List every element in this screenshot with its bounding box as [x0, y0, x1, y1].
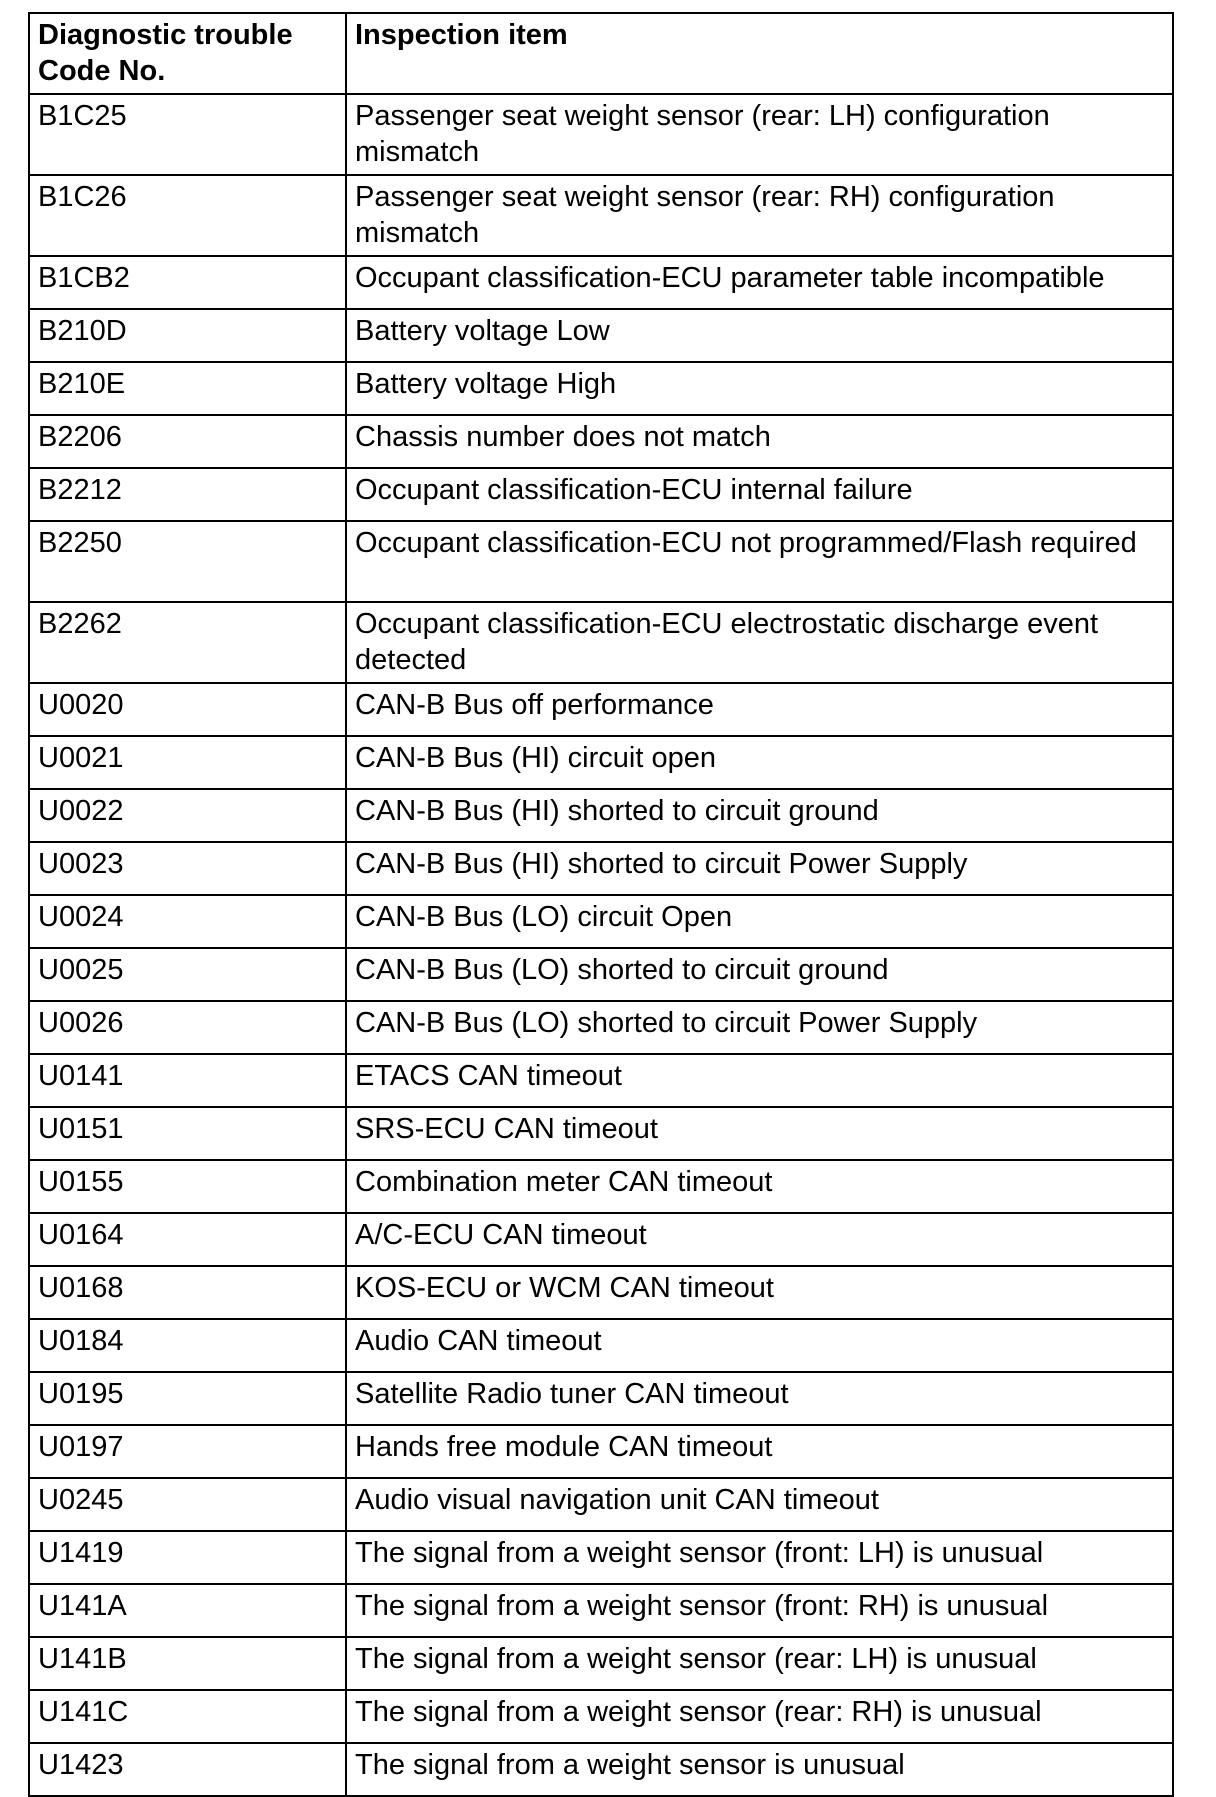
dtc-code-cell: U141B	[29, 1637, 346, 1690]
table-row	[29, 895, 1173, 948]
table-row	[29, 309, 1173, 362]
table-row	[29, 1107, 1173, 1160]
dtc-code-cell: U0164	[29, 1213, 346, 1266]
inspection-item-cell: Audio visual navigation unit CAN timeout	[346, 1478, 1173, 1531]
inspection-item-cell: The signal from a weight sensor (rear: RH) is unusual	[346, 1690, 1173, 1743]
table-row	[29, 1266, 1173, 1319]
table-row	[29, 683, 1173, 736]
inspection-item-cell: CAN-B Bus (LO) shorted to circuit ground	[346, 948, 1173, 1001]
table-row	[29, 1743, 1173, 1796]
table-row	[29, 415, 1173, 468]
dtc-code-cell: B210D	[29, 309, 346, 362]
dtc-code-cell: B1C26	[29, 175, 346, 256]
dtc-code-cell: B2206	[29, 415, 346, 468]
inspection-item-cell: Combination meter CAN timeout	[346, 1160, 1173, 1213]
inspection-item-cell: KOS-ECU or WCM CAN timeout	[346, 1266, 1173, 1319]
table-row	[29, 1054, 1173, 1107]
table-row	[29, 602, 1173, 683]
dtc-code-cell: U0021	[29, 736, 346, 789]
table-row	[29, 1001, 1173, 1054]
header-code: Diagnostic trouble Code No.	[29, 13, 346, 94]
inspection-item-cell: Satellite Radio tuner CAN timeout	[346, 1372, 1173, 1425]
table-row	[29, 1690, 1173, 1743]
dtc-code-cell: U0151	[29, 1107, 346, 1160]
inspection-item-cell: Passenger seat weight sensor (rear: LH) configuration mismatch	[346, 94, 1173, 175]
inspection-item-cell: CAN-B Bus (HI) shorted to circuit ground	[346, 789, 1173, 842]
dtc-code-cell: B2262	[29, 602, 346, 683]
dtc-code-cell: U0026	[29, 1001, 346, 1054]
inspection-item-cell: Chassis number does not match	[346, 415, 1173, 468]
dtc-code-cell: U0197	[29, 1425, 346, 1478]
dtc-table	[28, 12, 1174, 1797]
dtc-code-cell: U0245	[29, 1478, 346, 1531]
dtc-code-cell: U0141	[29, 1054, 346, 1107]
dtc-code-cell: U141C	[29, 1690, 346, 1743]
dtc-code-cell: B2250	[29, 521, 346, 602]
table-row	[29, 1213, 1173, 1266]
dtc-code-cell: U0025	[29, 948, 346, 1001]
inspection-item-cell: The signal from a weight sensor (rear: LH) is unusual	[346, 1637, 1173, 1690]
table-row	[29, 175, 1173, 256]
inspection-item-cell: CAN-B Bus (HI) circuit open	[346, 736, 1173, 789]
dtc-code-cell: U0022	[29, 789, 346, 842]
inspection-item-cell: Occupant classification-ECU not programmed/Flash required	[346, 521, 1173, 602]
dtc-code-cell: U0024	[29, 895, 346, 948]
dtc-code-cell: U0168	[29, 1266, 346, 1319]
inspection-item-cell: CAN-B Bus (LO) circuit Open	[346, 895, 1173, 948]
dtc-code-cell: U0195	[29, 1372, 346, 1425]
inspection-item-cell: Audio CAN timeout	[346, 1319, 1173, 1372]
table-row	[29, 521, 1173, 602]
inspection-item-cell: ETACS CAN timeout	[346, 1054, 1173, 1107]
inspection-item-cell: Occupant classification-ECU internal failure	[346, 468, 1173, 521]
dtc-code-cell: U141A	[29, 1584, 346, 1637]
inspection-item-cell: The signal from a weight sensor (front: RH) is unusual	[346, 1584, 1173, 1637]
table-row	[29, 94, 1173, 175]
dtc-code-cell: U0184	[29, 1319, 346, 1372]
table-row	[29, 842, 1173, 895]
inspection-item-cell: SRS-ECU CAN timeout	[346, 1107, 1173, 1160]
inspection-item-cell: The signal from a weight sensor is unusual	[346, 1743, 1173, 1796]
inspection-item-cell: Battery voltage High	[346, 362, 1173, 415]
inspection-item-cell: Occupant classification-ECU parameter table incompatible	[346, 256, 1173, 309]
table-row	[29, 1372, 1173, 1425]
table-row	[29, 948, 1173, 1001]
table-row	[29, 1425, 1173, 1478]
header-inspection-item: Inspection item	[346, 13, 1173, 94]
table-body	[29, 94, 1173, 1796]
dtc-code-cell: U0155	[29, 1160, 346, 1213]
inspection-item-cell: Hands free module CAN timeout	[346, 1425, 1173, 1478]
table-row	[29, 1478, 1173, 1531]
table-row	[29, 789, 1173, 842]
dtc-code-cell: B2212	[29, 468, 346, 521]
inspection-item-cell: CAN-B Bus (HI) shorted to circuit Power Supply	[346, 842, 1173, 895]
table-row	[29, 362, 1173, 415]
dtc-code-cell: U1419	[29, 1531, 346, 1584]
table-row	[29, 1319, 1173, 1372]
inspection-item-cell: Passenger seat weight sensor (rear: RH) configuration mismatch	[346, 175, 1173, 256]
inspection-item-cell: Battery voltage Low	[346, 309, 1173, 362]
dtc-code-cell: U1423	[29, 1743, 346, 1796]
table-row	[29, 1584, 1173, 1637]
table-row	[29, 1531, 1173, 1584]
table-header-row	[29, 13, 1173, 94]
dtc-code-cell: B1C25	[29, 94, 346, 175]
table-row	[29, 1637, 1173, 1690]
dtc-code-cell: B1CB2	[29, 256, 346, 309]
inspection-item-cell: A/C-ECU CAN timeout	[346, 1213, 1173, 1266]
inspection-item-cell: Occupant classification-ECU electrostatic discharge event detected	[346, 602, 1173, 683]
table-row	[29, 256, 1173, 309]
inspection-item-cell: CAN-B Bus (LO) shorted to circuit Power Supply	[346, 1001, 1173, 1054]
dtc-code-cell: B210E	[29, 362, 346, 415]
dtc-code-cell: U0020	[29, 683, 346, 736]
inspection-item-cell: CAN-B Bus off performance	[346, 683, 1173, 736]
table-row	[29, 468, 1173, 521]
dtc-code-cell: U0023	[29, 842, 346, 895]
table-row	[29, 1160, 1173, 1213]
inspection-item-cell: The signal from a weight sensor (front: LH) is unusual	[346, 1531, 1173, 1584]
table-row	[29, 736, 1173, 789]
